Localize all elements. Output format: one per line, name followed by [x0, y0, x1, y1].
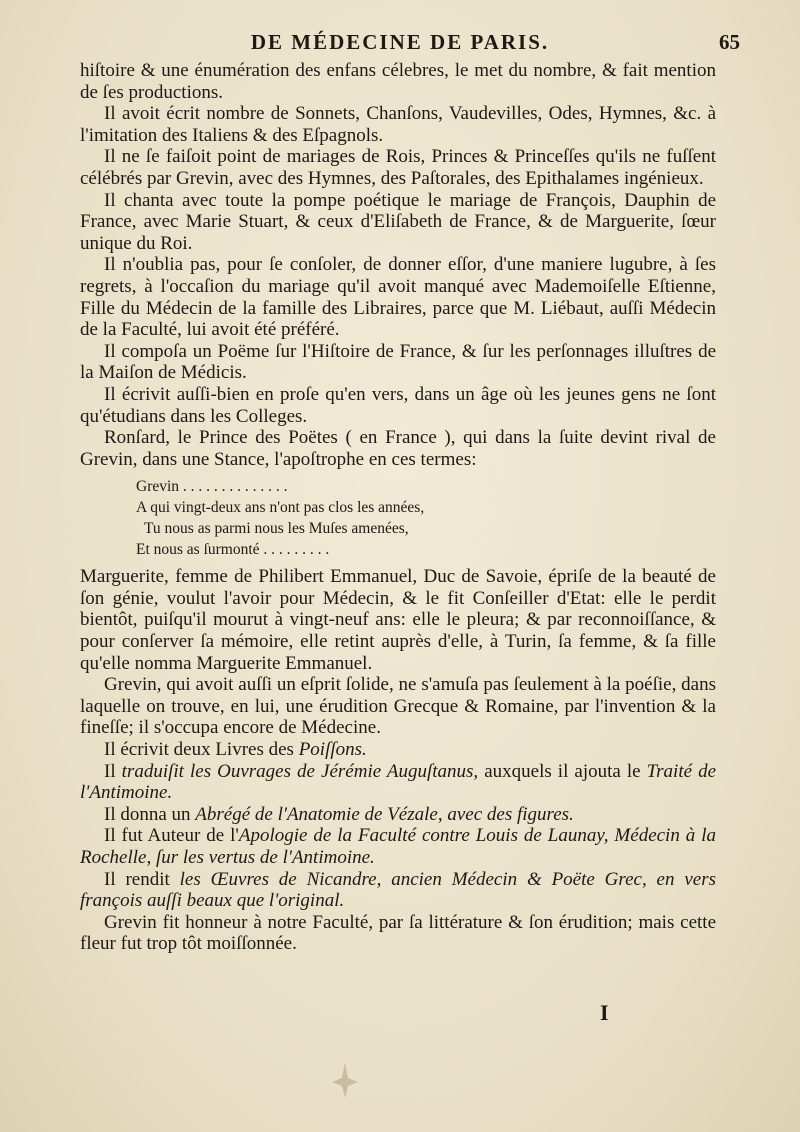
paragraph: [80, 761, 716, 804]
paragraph: Il compoſa un Poëme ſur l'Hiſtoire de France, & ſur les perſonnages illuſtres de la Maiſon de Médicis.: [80, 340, 716, 384]
paragraph-text: Il rendit: [104, 868, 180, 890]
italic-text: traduiſit les Ouvrages de Jérémie Auguſtanus,: [121, 760, 479, 782]
paragraph: [80, 739, 716, 761]
italic-text: Abrégé de l'Anatomie de Vézale, avec des figures.: [195, 803, 574, 825]
verse-line: Tu nous as parmi nous les Muſes amenées,: [144, 520, 409, 538]
italic-title: Poiſſons.: [298, 739, 367, 761]
paragraph: Il ne ſe faiſoit point de mariages de Rois, Princes & Princeſſes qu'ils ne fuſſent célébrés par Grevin, avec des Hymnes, des Paſtorales, des Epithalames ingénieux.: [80, 146, 716, 189]
verse-line: Grevin . . . . . . . . . . . . . .: [136, 478, 288, 496]
ink-stain-icon: [330, 1060, 360, 1100]
verse-quotation: [136, 476, 716, 560]
page-number: 65: [719, 30, 740, 54]
running-head: DE MÉDECINE DE PARIS.: [250, 30, 550, 54]
page-header: [60, 30, 740, 64]
signature-mark: I: [600, 1000, 609, 1025]
italic-text: Apologie de la Faculté contre Louis de Launay, Médecin à la Rochelle, ſur les vertus de l'Antimoine.: [80, 825, 717, 868]
paragraph: Grevin, qui avoit auſſi un eſprit ſolide, ne s'amuſa pas ſeulement à la poéſie, dans laquelle on trouve, en lui, une érudition Grecque & Romaine, par l'invention & la fineſſe; il s'occupa encore de Médecine.: [80, 674, 716, 739]
paragraph-text: Il donna un: [104, 803, 196, 825]
paragraph-text: auxquels il ajouta le: [478, 760, 647, 782]
paragraph: [80, 825, 716, 868]
paragraph: Il n'oublia pas, pour ſe conſoler, de donner eſſor, d'une maniere lugubre, à ſes regrets, à l'occaſion du mariage qu'il avoit manqué avec Mademoiſelle Eſtienne, Fille du Médecin de la famille des Libraires, parce que M. Liébaut, auſſi Médecin de la Faculté, lui avoit été préféré.: [80, 254, 716, 341]
paragraph: Il avoit écrit nombre de Sonnets, Chanſons, Vaudevilles, Odes, Hymnes, &c. à l'imitation des Italiens & des Eſpagnols.: [80, 103, 716, 146]
paragraph-text: Il: [104, 760, 122, 782]
paragraph: Marguerite, femme de Philibert Emmanuel, Duc de Savoie, épriſe de la beauté de ſon génie, voulut l'avoir pour Médecin, & le fit Conſeiller d'Etat: elle le perdit bientôt, puiſqu'il mourut à vingt-neuf ans: elle le pleura; & par reconnoiſſance, & pour conſerver ſa mémoire, elle retint auprès d'elle, à Turin, ſa femme, & ſa fille qu'elle nomma Marguerite Emmanuel.: [80, 566, 716, 674]
paragraph-text: Il écrivit deux Livres des: [104, 739, 299, 761]
paragraph: Il chanta avec toute la pompe poétique le mariage de François, Dauphin de France, avec Marie Stuart, & ceux d'Eliſabeth de France, & de Marguerite, ſœur unique du Roi.: [80, 189, 716, 254]
italic-title: Traité de l'Antimoine.: [80, 760, 717, 804]
paragraph: Grevin fit honneur à notre Faculté, par ſa littérature & ſon érudition; mais cette fleur fut trop tôt moiſſonnée.: [80, 911, 716, 955]
paragraph: Ronſard, le Prince des Poëtes ( en France ), qui dans la ſuite devint rival de Grevin, dans une Stance, l'apoſtrophe en ces termes:: [80, 427, 716, 470]
verse-line: Et nous as ſurmonté . . . . . . . . .: [136, 541, 330, 559]
paragraph: [80, 804, 716, 826]
body-text: [80, 60, 716, 955]
paragraph: hiſtoire & une énumération des enfans célebres, le met du nombre, & fait mention de ſes productions.: [80, 60, 716, 103]
verse-line: A qui vingt-deux ans n'ont pas clos les années,: [136, 499, 425, 517]
paragraph: [80, 869, 716, 912]
paragraph-text: Il fut Auteur de l': [104, 825, 239, 847]
italic-text: les Œuvres de Nicandre, ancien Médecin & Poëte Grec, en vers françois auſſi beaux que l'original.: [80, 868, 716, 912]
paragraph: Il écrivit auſſi-bien en proſe qu'en vers, dans un âge où les jeunes gens ne ſont qu'étudians dans les Colleges.: [80, 383, 716, 427]
